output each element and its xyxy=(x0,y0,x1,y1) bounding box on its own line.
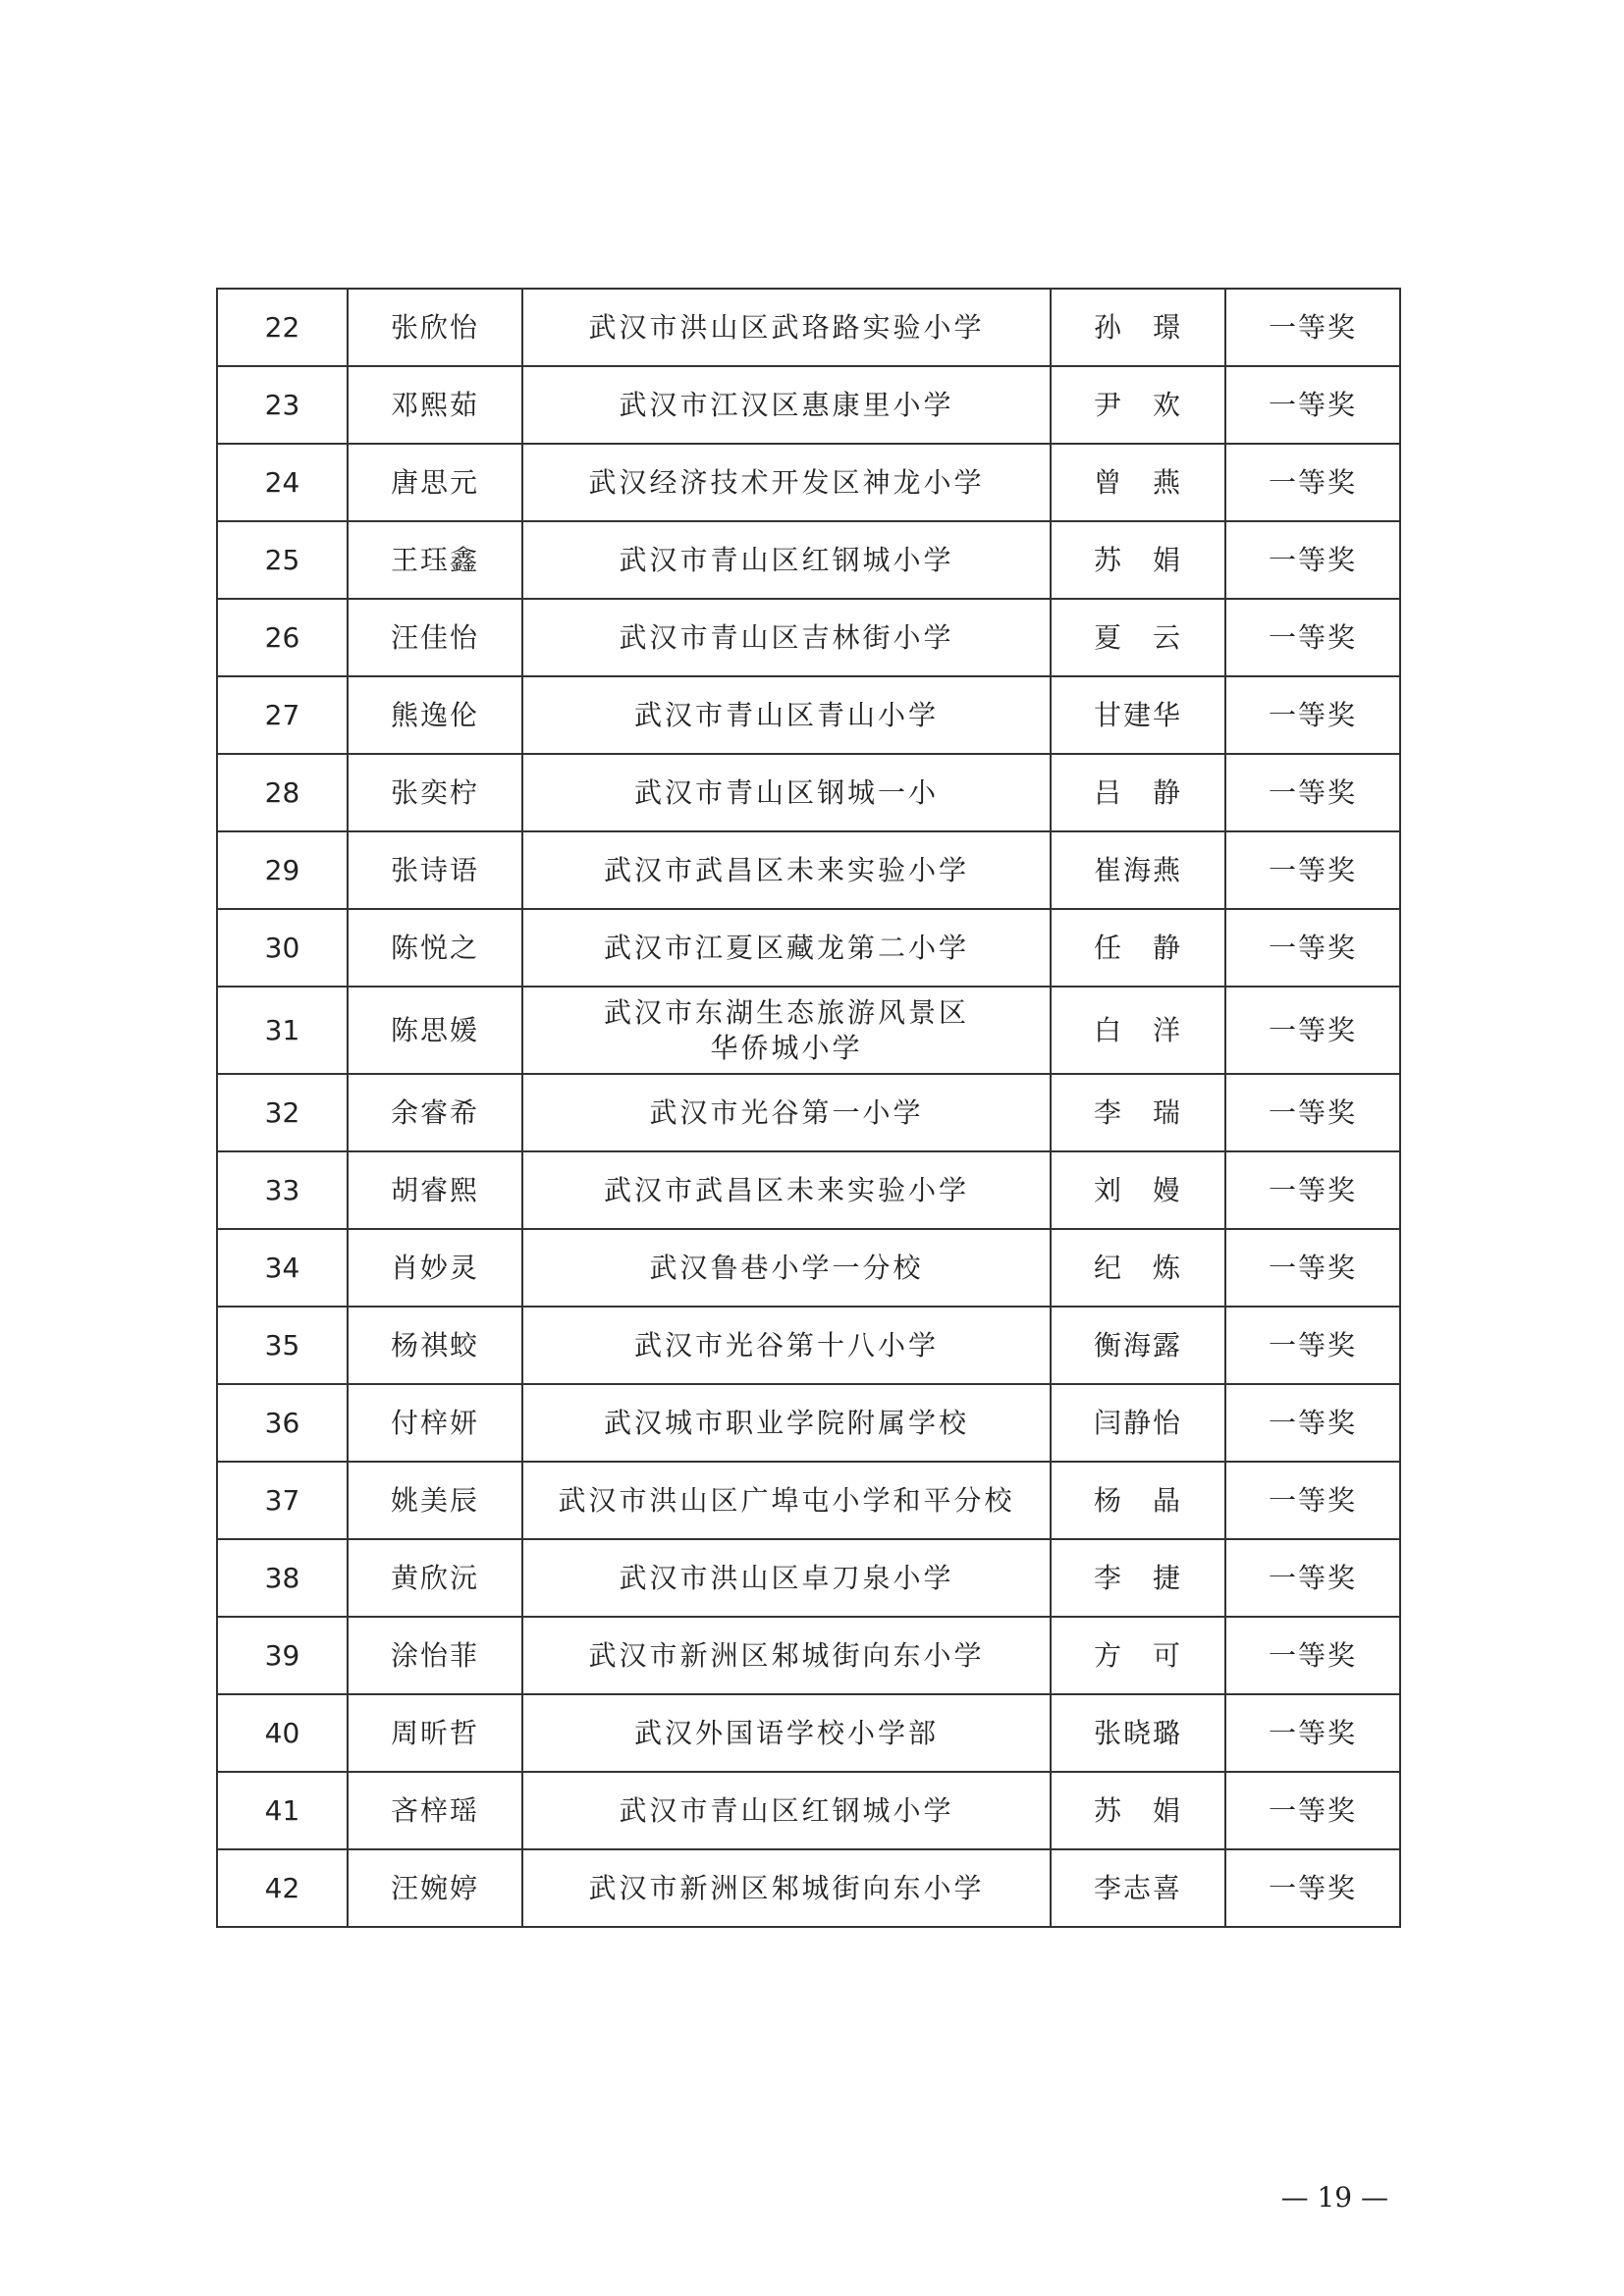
row-number: 26 xyxy=(217,599,348,676)
table-row xyxy=(217,909,1400,987)
award-level: 一等奖 xyxy=(1225,599,1400,676)
award-level: 一等奖 xyxy=(1225,1617,1400,1694)
table-row xyxy=(217,754,1400,831)
school-name-line: 武汉市青山区吉林街小学 xyxy=(619,620,954,654)
student-name: 汪婉婷 xyxy=(348,1849,522,1927)
school-name-line: 武汉市光谷第十八小学 xyxy=(633,1328,939,1362)
award-level: 一等奖 xyxy=(1225,1151,1400,1229)
row-number: 29 xyxy=(217,831,348,909)
teacher-name: 白 洋 xyxy=(1051,987,1225,1074)
award-level: 一等奖 xyxy=(1225,754,1400,831)
award-level: 一等奖 xyxy=(1225,1694,1400,1772)
school-name xyxy=(522,831,1051,909)
award-level: 一等奖 xyxy=(1225,831,1400,909)
table-row xyxy=(217,1307,1400,1384)
school-name-line: 武汉市洪山区广埠屯小学和平分校 xyxy=(558,1483,1015,1517)
school-name-line: 武汉经济技术开发区神龙小学 xyxy=(588,465,985,499)
table-row xyxy=(217,1462,1400,1539)
row-number: 27 xyxy=(217,676,348,754)
award-level: 一等奖 xyxy=(1225,1229,1400,1307)
table-row xyxy=(217,521,1400,599)
awards-table xyxy=(216,288,1401,1928)
student-name: 吝梓瑶 xyxy=(348,1772,522,1849)
student-name: 张诗语 xyxy=(348,831,522,909)
award-level: 一等奖 xyxy=(1225,909,1400,987)
page-number: — 19 — xyxy=(1280,2181,1388,2214)
teacher-name: 吕 静 xyxy=(1051,754,1225,831)
teacher-name: 任 静 xyxy=(1051,909,1225,987)
school-name-line: 武汉市光谷第一小学 xyxy=(649,1095,924,1129)
school-name xyxy=(522,366,1051,444)
school-name-line: 武汉市新洲区邾城街向东小学 xyxy=(588,1638,985,1672)
school-name-line: 武汉市江汉区惠康里小学 xyxy=(619,388,954,421)
award-level: 一等奖 xyxy=(1225,987,1400,1074)
table-row xyxy=(217,599,1400,676)
school-name-line: 武汉外国语学校小学部 xyxy=(633,1716,939,1749)
school-name xyxy=(522,1617,1051,1694)
teacher-name: 李 捷 xyxy=(1051,1539,1225,1617)
teacher-name: 闫静怡 xyxy=(1051,1384,1225,1462)
table-row xyxy=(217,1539,1400,1617)
school-name-line: 武汉市青山区青山小学 xyxy=(633,698,939,731)
teacher-name: 方 可 xyxy=(1051,1617,1225,1694)
row-number: 34 xyxy=(217,1229,348,1307)
school-name xyxy=(522,1307,1051,1384)
student-name: 汪佳怡 xyxy=(348,599,522,676)
awards-table-body xyxy=(217,289,1400,1927)
school-name xyxy=(522,676,1051,754)
school-name-line: 武汉市洪山区武珞路实验小学 xyxy=(588,310,985,344)
table-row xyxy=(217,987,1400,1074)
teacher-name: 李 瑞 xyxy=(1051,1074,1225,1151)
row-number: 35 xyxy=(217,1307,348,1384)
row-number: 23 xyxy=(217,366,348,444)
school-name xyxy=(522,521,1051,599)
school-name-line: 武汉市青山区红钢城小学 xyxy=(619,1793,954,1827)
teacher-name: 孙 璟 xyxy=(1051,289,1225,366)
teacher-name: 苏 娟 xyxy=(1051,521,1225,599)
table-row xyxy=(217,1229,1400,1307)
school-name-line: 武汉市洪山区卓刀泉小学 xyxy=(619,1561,954,1594)
student-name: 肖妙灵 xyxy=(348,1229,522,1307)
row-number: 42 xyxy=(217,1849,348,1927)
award-level: 一等奖 xyxy=(1225,1384,1400,1462)
teacher-name: 夏 云 xyxy=(1051,599,1225,676)
school-name-line: 武汉市新洲区邾城街向东小学 xyxy=(588,1871,985,1904)
teacher-name: 尹 欢 xyxy=(1051,366,1225,444)
row-number: 32 xyxy=(217,1074,348,1151)
row-number: 33 xyxy=(217,1151,348,1229)
school-name-line: 武汉市东湖生态旅游风景区 xyxy=(603,995,969,1029)
school-name xyxy=(522,1849,1051,1927)
row-number: 40 xyxy=(217,1694,348,1772)
student-name: 黄欣沅 xyxy=(348,1539,522,1617)
school-name-line: 武汉市武昌区未来实验小学 xyxy=(603,853,969,886)
row-number: 36 xyxy=(217,1384,348,1462)
student-name: 邓熙茹 xyxy=(348,366,522,444)
school-name xyxy=(522,1694,1051,1772)
award-level: 一等奖 xyxy=(1225,1307,1400,1384)
table-row xyxy=(217,1694,1400,1772)
award-level: 一等奖 xyxy=(1225,366,1400,444)
school-name xyxy=(522,599,1051,676)
school-name xyxy=(522,444,1051,521)
school-name xyxy=(522,1229,1051,1307)
teacher-name: 张晓璐 xyxy=(1051,1694,1225,1772)
row-number: 24 xyxy=(217,444,348,521)
student-name: 熊逸伦 xyxy=(348,676,522,754)
school-name xyxy=(522,1462,1051,1539)
student-name: 付梓妍 xyxy=(348,1384,522,1462)
student-name: 涂怡菲 xyxy=(348,1617,522,1694)
student-name: 余睿希 xyxy=(348,1074,522,1151)
student-name: 陈悦之 xyxy=(348,909,522,987)
award-level: 一等奖 xyxy=(1225,1539,1400,1617)
award-level: 一等奖 xyxy=(1225,1074,1400,1151)
award-level: 一等奖 xyxy=(1225,521,1400,599)
table-row xyxy=(217,676,1400,754)
school-name-line: 华侨城小学 xyxy=(710,1031,863,1064)
school-name xyxy=(522,1539,1051,1617)
award-level: 一等奖 xyxy=(1225,289,1400,366)
school-name-line: 武汉市青山区红钢城小学 xyxy=(619,543,954,576)
table-row xyxy=(217,1617,1400,1694)
student-name: 周昕哲 xyxy=(348,1694,522,1772)
table-row xyxy=(217,1849,1400,1927)
table-row xyxy=(217,1151,1400,1229)
teacher-name: 纪 炼 xyxy=(1051,1229,1225,1307)
school-name xyxy=(522,1772,1051,1849)
award-level: 一等奖 xyxy=(1225,1462,1400,1539)
row-number: 39 xyxy=(217,1617,348,1694)
award-level: 一等奖 xyxy=(1225,1849,1400,1927)
teacher-name: 李志喜 xyxy=(1051,1849,1225,1927)
teacher-name: 甘建华 xyxy=(1051,676,1225,754)
school-name-line: 武汉市武昌区未来实验小学 xyxy=(603,1173,969,1206)
teacher-name: 衡海露 xyxy=(1051,1307,1225,1384)
table-row xyxy=(217,444,1400,521)
award-level: 一等奖 xyxy=(1225,676,1400,754)
row-number: 28 xyxy=(217,754,348,831)
table-row xyxy=(217,831,1400,909)
teacher-name: 崔海燕 xyxy=(1051,831,1225,909)
table-row xyxy=(217,1384,1400,1462)
row-number: 30 xyxy=(217,909,348,987)
school-name xyxy=(522,909,1051,987)
table-row xyxy=(217,366,1400,444)
row-number: 25 xyxy=(217,521,348,599)
school-name xyxy=(522,1074,1051,1151)
student-name: 杨祺蛟 xyxy=(348,1307,522,1384)
school-name-line: 武汉城市职业学院附属学校 xyxy=(603,1406,969,1439)
school-name xyxy=(522,1151,1051,1229)
teacher-name: 刘 嫚 xyxy=(1051,1151,1225,1229)
row-number: 31 xyxy=(217,987,348,1074)
teacher-name: 杨 晶 xyxy=(1051,1462,1225,1539)
school-name xyxy=(522,987,1051,1074)
row-number: 41 xyxy=(217,1772,348,1849)
row-number: 22 xyxy=(217,289,348,366)
school-name xyxy=(522,289,1051,366)
school-name xyxy=(522,1384,1051,1462)
table-row xyxy=(217,289,1400,366)
school-name-line: 武汉市江夏区藏龙第二小学 xyxy=(603,931,969,964)
student-name: 张欣怡 xyxy=(348,289,522,366)
student-name: 胡睿熙 xyxy=(348,1151,522,1229)
student-name: 王珏鑫 xyxy=(348,521,522,599)
student-name: 陈思媛 xyxy=(348,987,522,1074)
school-name-line: 武汉市青山区钢城一小 xyxy=(633,775,939,809)
student-name: 姚美辰 xyxy=(348,1462,522,1539)
teacher-name: 曾 燕 xyxy=(1051,444,1225,521)
row-number: 37 xyxy=(217,1462,348,1539)
table-row xyxy=(217,1772,1400,1849)
student-name: 张奕柠 xyxy=(348,754,522,831)
award-level: 一等奖 xyxy=(1225,1772,1400,1849)
teacher-name: 苏 娟 xyxy=(1051,1772,1225,1849)
table-row xyxy=(217,1074,1400,1151)
school-name-line: 武汉鲁巷小学一分校 xyxy=(649,1251,924,1284)
award-level: 一等奖 xyxy=(1225,444,1400,521)
row-number: 38 xyxy=(217,1539,348,1617)
school-name xyxy=(522,754,1051,831)
student-name: 唐思元 xyxy=(348,444,522,521)
